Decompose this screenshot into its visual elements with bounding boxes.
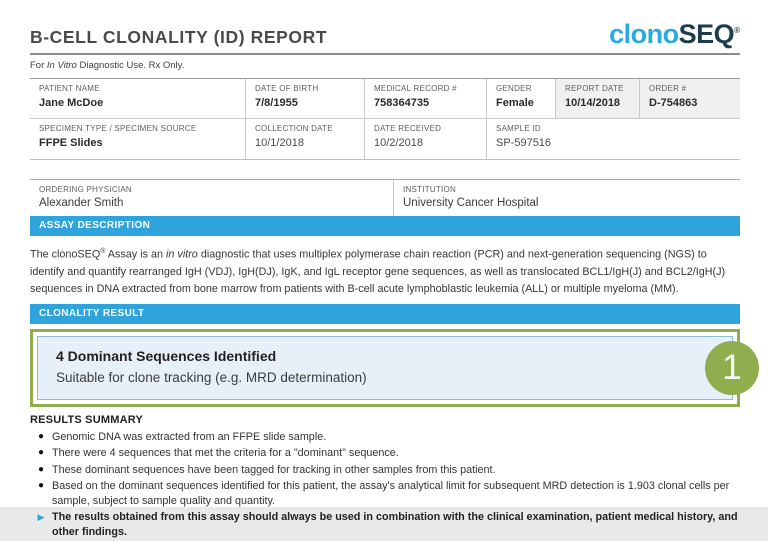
institution-cell — [393, 180, 740, 216]
date-of-birth-value: 7/8/1955 — [255, 97, 298, 109]
registered-mark: ® — [100, 248, 106, 255]
highlight-list-item — [30, 510, 740, 539]
assay-text-segment: The clonoSEQ — [30, 248, 101, 261]
highlight-text: The results obtained from this assay should always be used in combination with the clinical examination, patient medical history, and other findings. — [52, 511, 738, 538]
bullet-text: These dominant sequences have been tagged for tracking in other samples from this patient. — [52, 463, 496, 476]
date-of-birth-cell — [246, 79, 365, 118]
bullet-icon: ● — [37, 430, 45, 442]
table-row — [30, 119, 740, 159]
clonality-result-box — [30, 329, 740, 407]
report-header — [30, 14, 740, 48]
table-row — [30, 79, 740, 119]
date-received-value: 10/2/2018 — [374, 137, 423, 149]
field-label: SPECIMEN TYPE / SPECIMEN SOURCE — [39, 124, 197, 133]
subtitle-prefix: For — [30, 60, 47, 71]
collection-date-cell — [246, 119, 365, 159]
results-summary-title: RESULTS SUMMARY — [30, 413, 143, 426]
patient-info-table — [30, 78, 740, 160]
medical-record-cell — [365, 79, 487, 118]
results-summary-list — [30, 430, 740, 540]
patient-name-cell — [30, 79, 246, 118]
collection-date-value: 10/1/2018 — [255, 137, 304, 149]
date-received-cell — [365, 119, 487, 159]
header-divider — [30, 53, 740, 55]
bullet-text: Genomic DNA was extracted from an FFPE slide sample. — [52, 430, 327, 443]
clonoseq-logo — [609, 21, 740, 48]
sample-id-value: SP-597516 — [496, 137, 552, 149]
subtitle-italic: In Vitro — [46, 60, 77, 71]
field-label: DATE OF BIRTH — [255, 84, 319, 93]
bullet-icon: ● — [37, 463, 45, 475]
clonality-result-banner: CLONALITY RESULT — [30, 304, 740, 324]
page-title: B-CELL CLONALITY (ID) REPORT — [30, 27, 328, 47]
field-label: ORDER # — [649, 84, 687, 93]
report-date-cell — [556, 79, 640, 118]
order-number-cell — [640, 79, 740, 118]
list-item — [30, 430, 740, 445]
assay-text-segment: diagnostic that uses multiplex polymerase chain reaction (PCR) and next-generation sequencing (NGS) to identify and quantify rearranged IgH (VDJ), IgH(DJ), IgK, and IgL receptor gene sequences, as well as translocated BCL1/IgH(J) and BCL2/IgH(J) sequences in DNA extracted from bone marrow from patients with B-cell acute lymphoblastic leukemia (ALL) or multiple myeloma (MM). — [30, 248, 726, 295]
field-label: COLLECTION DATE — [255, 124, 333, 133]
field-label: INSTITUTION — [403, 185, 456, 194]
gender-cell — [487, 79, 556, 118]
assay-text-italic: in vitro — [166, 248, 198, 261]
clonality-result-inner — [37, 336, 733, 400]
registered-mark: ® — [734, 26, 740, 35]
specimen-type-value: FFPE Slides — [39, 137, 103, 149]
specimen-type-cell — [30, 119, 246, 159]
regulatory-subtitle — [30, 60, 740, 71]
bullet-text: There were 4 sequences that met the criteria for a "dominant" sequence. — [52, 447, 399, 460]
list-item — [30, 446, 740, 461]
ordering-physician-value: Alexander Smith — [39, 197, 124, 209]
field-label: SAMPLE ID — [496, 124, 541, 133]
logo-part-seq: SEQ — [678, 19, 735, 49]
sample-id-cell — [487, 119, 710, 159]
subtitle-suffix: Diagnostic Use. Rx Only. — [76, 60, 185, 71]
result-number-badge: 1 — [705, 341, 759, 395]
field-label: GENDER — [496, 84, 532, 93]
bullet-icon: ● — [37, 480, 45, 492]
order-number-value: D-754863 — [649, 97, 698, 109]
result-subline: Suitable for clone tracking (e.g. MRD determination) — [56, 369, 367, 385]
ordering-physician-cell — [30, 180, 393, 216]
bullet-icon: ● — [37, 447, 45, 459]
logo-part-clono: clono — [609, 19, 679, 49]
report-date-value: 10/14/2018 — [565, 97, 621, 109]
institution-value: University Cancer Hospital — [403, 197, 539, 209]
field-label: REPORT DATE — [565, 84, 624, 93]
assay-text-segment: Assay is an — [105, 248, 167, 261]
field-label: PATIENT NAME — [39, 84, 100, 93]
field-label: DATE RECEIVED — [374, 124, 442, 133]
field-label: ORDERING PHYSICIAN — [39, 185, 132, 194]
field-label: MEDICAL RECORD # — [374, 84, 457, 93]
medical-record-value: 758364735 — [374, 97, 430, 109]
result-headline: 4 Dominant Sequences Identified — [56, 347, 277, 364]
bullet-text: Based on the dominant sequences identified for this patient, the assay's analytical limit for subsequent MRD detection is 1.903 clonal cells per sample, subject to sample quality and quantity. — [52, 480, 730, 507]
list-item — [30, 463, 740, 478]
physician-row — [30, 179, 740, 216]
gender-value: Female — [496, 97, 534, 109]
list-item — [30, 479, 740, 508]
assay-description-text — [30, 243, 740, 298]
results-summary-section — [30, 414, 740, 540]
patient-name-value: Jane McDoe — [39, 97, 104, 109]
arrow-right-icon: ▶ — [37, 512, 45, 523]
assay-description-banner: ASSAY DESCRIPTION — [30, 216, 740, 236]
